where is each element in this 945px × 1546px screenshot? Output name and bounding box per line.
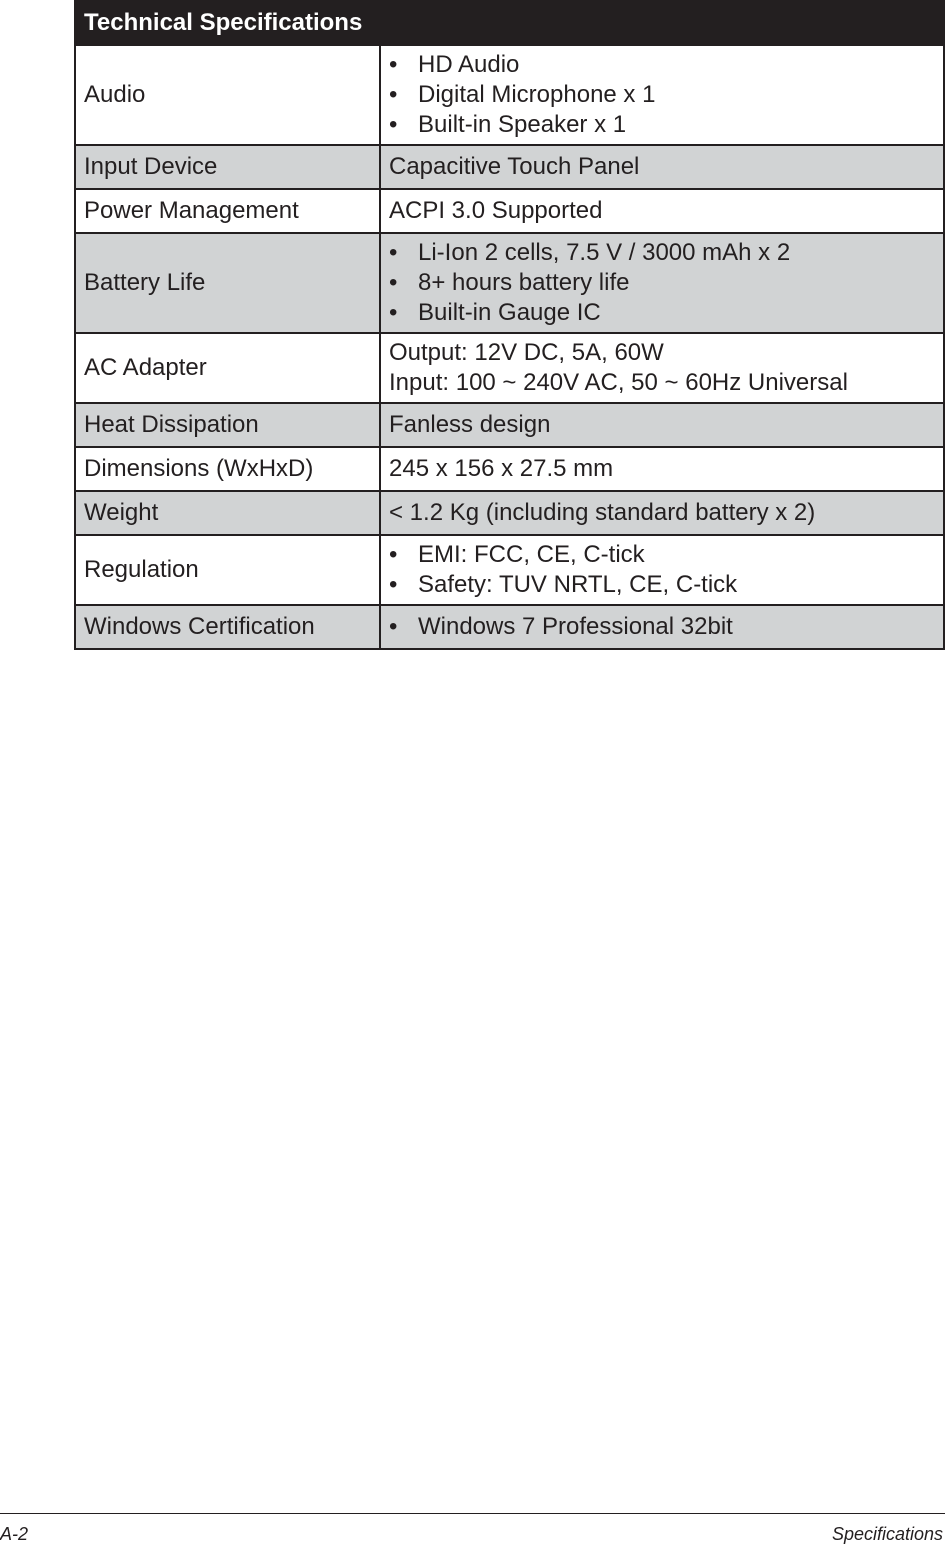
- table-row-ac-adapter: [75, 333, 944, 403]
- row-label: Input Device: [75, 145, 380, 189]
- table-row-input-device: [75, 145, 944, 189]
- page-number: A-2: [0, 1524, 29, 1544]
- row-value: [380, 333, 944, 403]
- bullet-item: • Digital Microphone x 1: [389, 80, 935, 110]
- footer-divider: [0, 1513, 945, 1514]
- row-label: Battery Life: [75, 233, 380, 333]
- bullet-item: • Built-in Speaker x 1: [389, 110, 935, 140]
- table-row-heat-dissipation: [75, 403, 944, 447]
- row-value: [380, 233, 944, 333]
- row-label: Heat Dissipation: [75, 403, 380, 447]
- row-value: ACPI 3.0 Supported: [380, 189, 944, 233]
- section-name: Specifications: [831, 1524, 943, 1544]
- row-value: [380, 605, 944, 649]
- row-value: [380, 45, 944, 145]
- row-label: Dimensions (WxHxD): [75, 447, 380, 491]
- row-value: < 1.2 Kg (including standard battery x 2): [380, 491, 944, 535]
- row-label: Windows Certification: [75, 605, 380, 649]
- table-row-audio: [75, 45, 944, 145]
- row-label: Audio: [75, 45, 380, 145]
- row-label: Power Management: [75, 189, 380, 233]
- bullet-item: • Li-Ion 2 cells, 7.5 V / 3000 mAh x 2: [389, 238, 935, 268]
- table-row-windows-certification: [75, 605, 944, 649]
- table-row-dimensions: [75, 447, 944, 491]
- table-row-battery-life: [75, 233, 944, 333]
- value-line: Output: 12V DC, 5A, 60W: [389, 339, 664, 366]
- bullet-list: [389, 238, 935, 328]
- bullet-list: [389, 50, 935, 140]
- table-title: Technical Specifications: [75, 1, 944, 45]
- bullet-item: • Built-in Gauge IC: [389, 298, 935, 328]
- bullet-item: • HD Audio: [389, 50, 935, 80]
- bullet-item: • EMI: FCC, CE, C-tick: [389, 540, 935, 570]
- table-row-regulation: [75, 535, 944, 605]
- row-label: AC Adapter: [75, 333, 380, 403]
- value-line: Input: 100 ~ 240V AC, 50 ~ 60Hz Universal: [389, 369, 848, 396]
- bullet-item: • Windows 7 Professional 32bit: [389, 612, 935, 642]
- bullet-list: [389, 540, 935, 600]
- row-value: Capacitive Touch Panel: [380, 145, 944, 189]
- bullet-item: • 8+ hours battery life: [389, 268, 935, 298]
- table-row-weight: [75, 491, 944, 535]
- row-value: Fanless design: [380, 403, 944, 447]
- row-value: 245 x 156 x 27.5 mm: [380, 447, 944, 491]
- technical-specifications-table: [74, 0, 945, 650]
- table-row-power-management: [75, 189, 944, 233]
- table-title-row: [75, 1, 944, 45]
- row-label: Regulation: [75, 535, 380, 605]
- bullet-item: • Safety: TUV NRTL, CE, C-tick: [389, 570, 935, 600]
- row-label: Weight: [75, 491, 380, 535]
- row-value: [380, 535, 944, 605]
- bullet-list: [389, 612, 935, 642]
